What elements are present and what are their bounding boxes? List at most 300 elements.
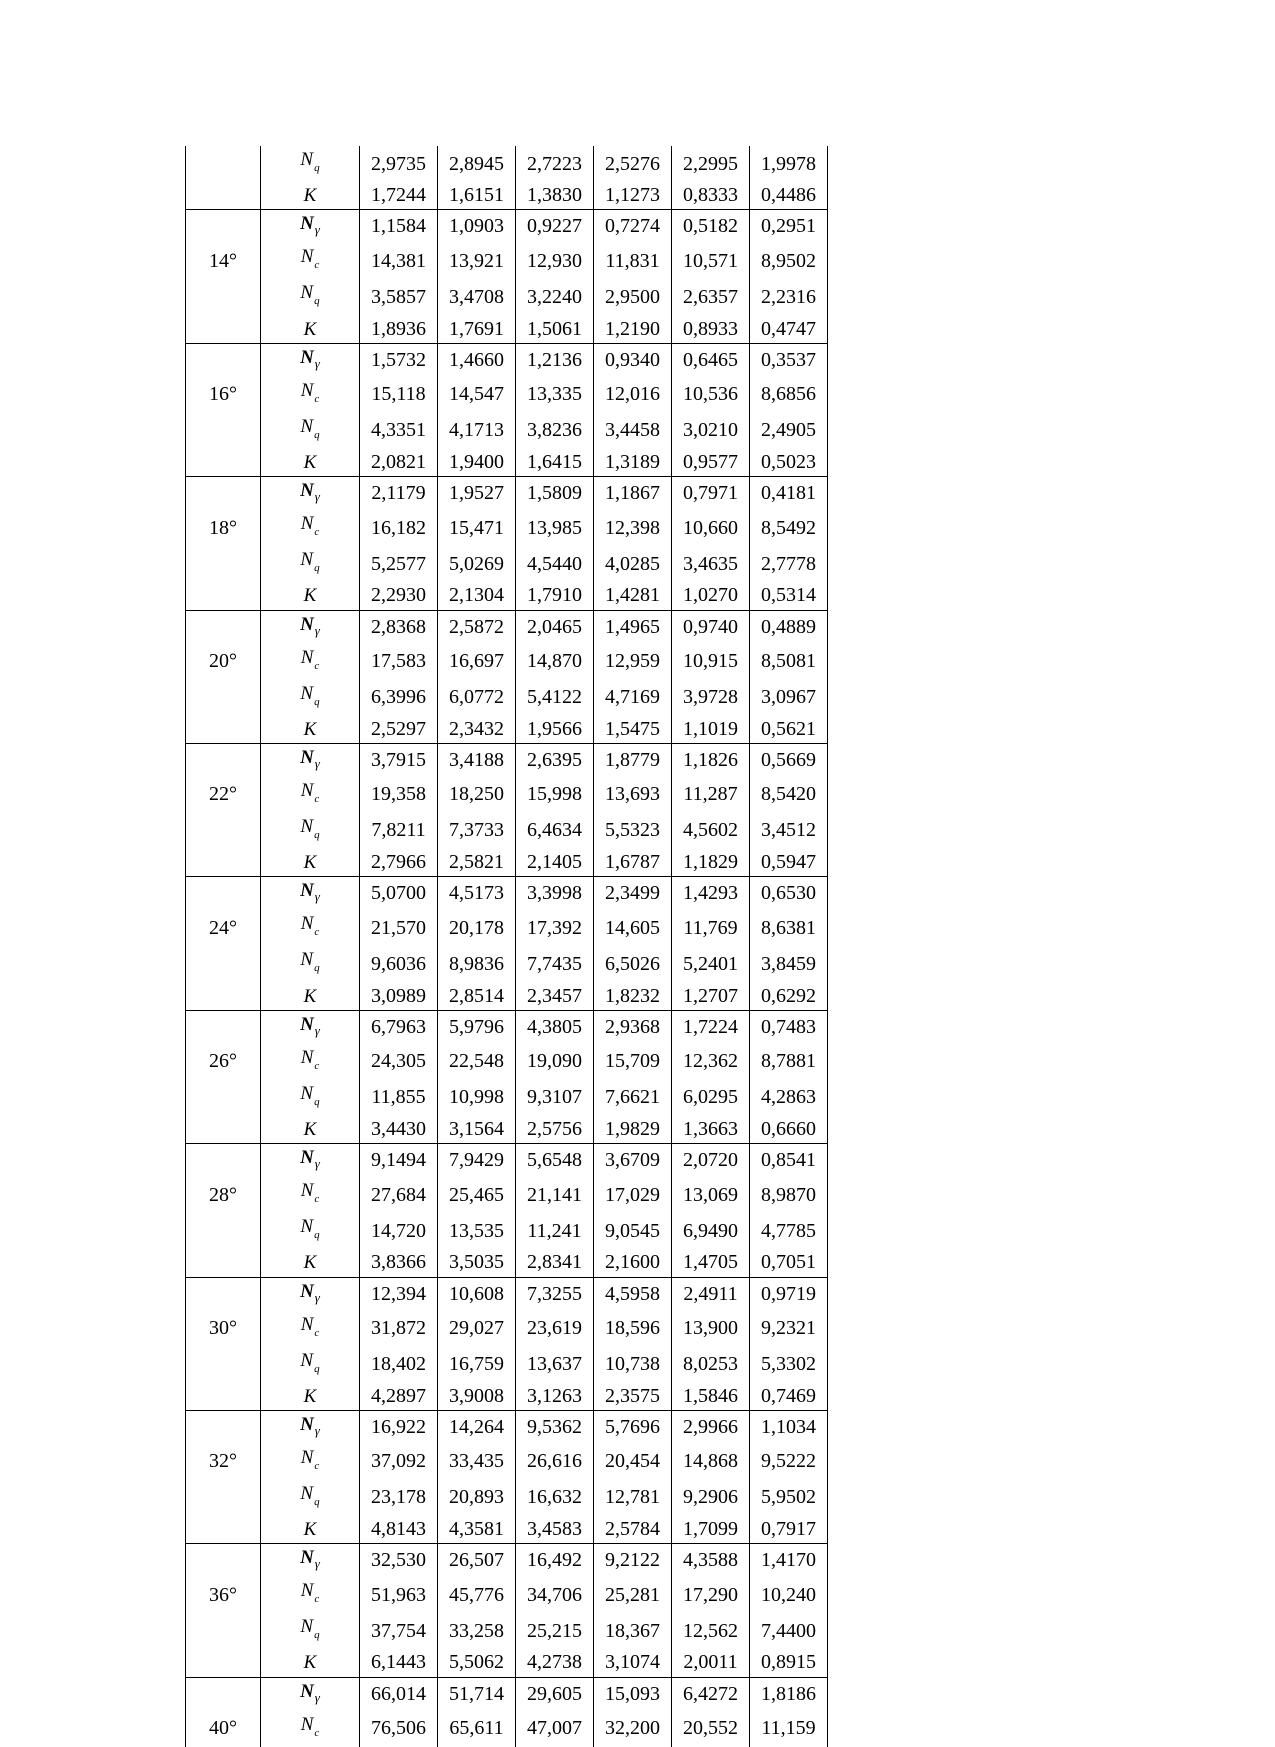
value-cell: 2,7223 (516, 146, 594, 182)
value-cell: 1,2136 (516, 343, 594, 377)
value-cell: 6,5026 (594, 946, 672, 982)
value-cell: 2,9368 (594, 1010, 672, 1044)
value-cell: 7,9429 (438, 1144, 516, 1178)
value-cell: 51,963 (360, 1577, 438, 1613)
value-cell: 2,9735 (360, 146, 438, 182)
value-cell: 0,5314 (750, 582, 828, 610)
value-cell: 16,922 (360, 1410, 438, 1444)
value-cell: 8,7881 (750, 1044, 828, 1080)
value-cell: 16,182 (360, 510, 438, 546)
value-cell: 6,0295 (672, 1080, 750, 1116)
value-cell: 14,264 (438, 1410, 516, 1444)
value-cell: 0,4889 (750, 610, 828, 644)
value-cell: 1,1034 (750, 1410, 828, 1444)
friction-angle-cell (186, 210, 261, 244)
friction-angle-cell: 16° (186, 377, 261, 413)
coefficient-symbol-cell (261, 1613, 360, 1649)
friction-angle-cell (186, 1116, 261, 1144)
value-cell: 8,5081 (750, 644, 828, 680)
value-cell: 1,4965 (594, 610, 672, 644)
value-cell: 4,3805 (516, 1010, 594, 1044)
coefficient-subscript: c (314, 1193, 320, 1206)
value-cell: 6,4272 (672, 1677, 750, 1711)
value-cell: 1,7244 (360, 182, 438, 210)
value-cell: 3,3998 (516, 877, 594, 911)
value-cell: 65,611 (438, 1711, 516, 1747)
coefficient-symbol-cell (261, 716, 360, 744)
value-cell: 3,7915 (360, 743, 438, 777)
value-cell: 13,921 (438, 243, 516, 279)
coefficient-subscript: q (314, 695, 320, 708)
value-cell: 9,5222 (750, 1444, 828, 1480)
value-cell: 2,1179 (360, 477, 438, 511)
value-cell: 26,616 (516, 1444, 594, 1480)
friction-angle-cell (186, 610, 261, 644)
value-cell: 12,016 (594, 377, 672, 413)
coefficient-symbol-cell (261, 1116, 360, 1144)
coefficient-subscript: c (314, 659, 320, 672)
table-row (186, 1444, 828, 1480)
table-row (186, 1480, 828, 1516)
coefficient-symbol: N (300, 880, 314, 902)
value-cell: 0,5621 (750, 716, 828, 744)
value-cell: 0,5669 (750, 743, 828, 777)
value-cell: 2,7778 (750, 546, 828, 582)
coefficient-subscript: γ (314, 222, 320, 238)
bearing-capacity-coefficient-table (185, 146, 828, 1747)
friction-angle-cell (186, 877, 261, 911)
value-cell: 13,069 (672, 1177, 750, 1213)
coefficient-subscript: γ (314, 1556, 320, 1572)
value-cell: 3,0967 (750, 680, 828, 716)
coefficient-symbol-cell (261, 1577, 360, 1613)
value-cell: 0,9577 (672, 449, 750, 477)
coefficient-subscript: q (314, 428, 320, 441)
coefficient-symbol-cell (261, 644, 360, 680)
friction-angle-cell: 14° (186, 243, 261, 279)
value-cell: 1,8232 (594, 982, 672, 1010)
value-cell: 3,4583 (516, 1516, 594, 1544)
value-cell: 2,2316 (750, 279, 828, 315)
value-cell: 6,0772 (438, 680, 516, 716)
value-cell: 1,7910 (516, 582, 594, 610)
value-cell: 1,4170 (750, 1544, 828, 1578)
coefficient-symbol: K (303, 718, 317, 740)
value-cell: 16,492 (516, 1544, 594, 1578)
value-cell: 0,8933 (672, 315, 750, 343)
value-cell: 4,8143 (360, 1516, 438, 1544)
coefficient-symbol: N (300, 1013, 314, 1035)
value-cell: 5,6548 (516, 1144, 594, 1178)
table-row (186, 849, 828, 877)
value-cell: 8,9502 (750, 243, 828, 279)
table-row (186, 279, 828, 315)
coefficient-symbol: K (303, 1652, 317, 1674)
value-cell: 18,596 (594, 1311, 672, 1347)
value-cell: 7,4400 (750, 1613, 828, 1649)
value-cell: 47,007 (516, 1711, 594, 1747)
value-cell: 21,570 (360, 910, 438, 946)
friction-angle-cell (186, 716, 261, 744)
value-cell: 17,583 (360, 644, 438, 680)
coefficient-symbol-cell (261, 546, 360, 582)
coefficient-symbol-cell (261, 377, 360, 413)
value-cell: 2,4911 (672, 1277, 750, 1311)
value-cell: 1,1584 (360, 210, 438, 244)
coefficient-symbol: N (300, 1413, 314, 1435)
value-cell: 14,605 (594, 910, 672, 946)
value-cell: 1,6415 (516, 449, 594, 477)
value-cell: 6,4634 (516, 813, 594, 849)
coefficient-symbol: N (300, 1547, 314, 1569)
coefficient-symbol-cell (261, 982, 360, 1010)
value-cell: 13,637 (516, 1347, 594, 1383)
coefficient-subscript: γ (314, 355, 320, 371)
coefficient-symbol-cell (261, 1649, 360, 1677)
table-row (186, 1613, 828, 1649)
value-cell: 2,3575 (594, 1383, 672, 1411)
coefficient-subscript: c (314, 1726, 320, 1739)
friction-angle-cell (186, 413, 261, 449)
value-cell: 17,290 (672, 1577, 750, 1613)
coefficient-symbol: N (300, 1713, 314, 1735)
coefficient-symbol: K (303, 985, 317, 1007)
value-cell: 9,2321 (750, 1311, 828, 1347)
value-cell: 17,392 (516, 910, 594, 946)
table-row (186, 413, 828, 449)
value-cell: 1,9527 (438, 477, 516, 511)
coefficient-symbol-cell (261, 1044, 360, 1080)
value-cell: 0,4486 (750, 182, 828, 210)
value-cell: 16,759 (438, 1347, 516, 1383)
value-cell: 11,831 (594, 243, 672, 279)
value-cell: 3,4708 (438, 279, 516, 315)
coefficient-symbol: K (303, 585, 317, 607)
table-row (186, 1677, 828, 1711)
value-cell: 5,2577 (360, 546, 438, 582)
coefficient-subscript: c (314, 792, 320, 805)
coefficient-symbol: N (300, 549, 314, 571)
friction-angle-cell (186, 1410, 261, 1444)
value-cell: 37,092 (360, 1444, 438, 1480)
table-row (186, 1577, 828, 1613)
value-cell: 10,608 (438, 1277, 516, 1311)
friction-angle-cell (186, 182, 261, 210)
value-cell: 10,998 (438, 1080, 516, 1116)
table-row (186, 1383, 828, 1411)
value-cell: 1,1273 (594, 182, 672, 210)
table-row (186, 182, 828, 210)
coefficient-symbol-cell (261, 1516, 360, 1544)
table-row (186, 777, 828, 813)
value-cell: 18,367 (594, 1613, 672, 1649)
value-cell: 2,2930 (360, 582, 438, 610)
value-cell: 0,7483 (750, 1010, 828, 1044)
friction-angle-cell (186, 1144, 261, 1178)
value-cell: 17,029 (594, 1177, 672, 1213)
coefficient-symbol: K (303, 451, 317, 473)
value-cell: 9,0545 (594, 1213, 672, 1249)
coefficient-symbol: N (300, 513, 314, 535)
value-cell: 2,8514 (438, 982, 516, 1010)
coefficient-subscript: c (314, 1059, 320, 1072)
value-cell: 3,4458 (594, 413, 672, 449)
value-cell: 8,9836 (438, 946, 516, 982)
table-row (186, 1044, 828, 1080)
value-cell: 4,2738 (516, 1649, 594, 1677)
coefficient-symbol: N (300, 1280, 314, 1302)
coefficient-symbol: N (300, 646, 314, 668)
value-cell: 13,985 (516, 510, 594, 546)
value-cell: 1,2707 (672, 982, 750, 1010)
value-cell: 10,240 (750, 1577, 828, 1613)
coefficient-symbol-cell (261, 877, 360, 911)
value-cell: 0,8915 (750, 1649, 828, 1677)
value-cell: 9,3107 (516, 1080, 594, 1116)
coefficient-symbol-cell (261, 1311, 360, 1347)
value-cell: 2,4905 (750, 413, 828, 449)
coefficient-subscript: q (314, 162, 320, 174)
coefficient-symbol: N (300, 149, 314, 170)
coefficient-subscript: γ (314, 889, 320, 905)
value-cell: 0,5947 (750, 849, 828, 877)
friction-angle-cell (186, 1010, 261, 1044)
table-row (186, 716, 828, 744)
friction-angle-cell (186, 1249, 261, 1277)
value-cell: 2,7966 (360, 849, 438, 877)
coefficient-symbol: N (300, 282, 314, 304)
coefficient-subscript: γ (314, 1156, 320, 1172)
value-cell: 20,552 (672, 1711, 750, 1747)
value-cell: 2,8945 (438, 146, 516, 182)
value-cell: 15,998 (516, 777, 594, 813)
table-row (186, 1010, 828, 1044)
value-cell: 2,8368 (360, 610, 438, 644)
value-cell: 3,5035 (438, 1249, 516, 1277)
coefficient-symbol-cell (261, 315, 360, 343)
coefficient-symbol-cell (261, 1249, 360, 1277)
value-cell: 3,5857 (360, 279, 438, 315)
coefficient-symbol: K (303, 1118, 317, 1140)
coefficient-symbol: N (300, 1580, 314, 1602)
coefficient-symbol-cell (261, 813, 360, 849)
value-cell: 10,571 (672, 243, 750, 279)
value-cell: 1,4293 (672, 877, 750, 911)
value-cell: 7,7435 (516, 946, 594, 982)
friction-angle-cell (186, 982, 261, 1010)
value-cell: 2,0011 (672, 1649, 750, 1677)
value-cell: 1,7691 (438, 315, 516, 343)
coefficient-symbol: N (300, 746, 314, 768)
table-row (186, 813, 828, 849)
value-cell: 20,178 (438, 910, 516, 946)
value-cell: 11,287 (672, 777, 750, 813)
table-row (186, 644, 828, 680)
coefficient-symbol: K (303, 852, 317, 874)
value-cell: 13,535 (438, 1213, 516, 1249)
value-cell: 0,4181 (750, 477, 828, 511)
table-row (186, 1649, 828, 1677)
value-cell: 0,5023 (750, 449, 828, 477)
coefficient-symbol-cell (261, 582, 360, 610)
value-cell: 15,118 (360, 377, 438, 413)
value-cell: 5,2401 (672, 946, 750, 982)
coefficient-symbol-cell (261, 477, 360, 511)
coefficient-symbol-cell (261, 743, 360, 777)
friction-angle-cell (186, 946, 261, 982)
value-cell: 5,4122 (516, 680, 594, 716)
value-cell: 29,605 (516, 1677, 594, 1711)
friction-angle-cell (186, 1383, 261, 1411)
value-cell: 27,684 (360, 1177, 438, 1213)
friction-angle-cell (186, 582, 261, 610)
friction-angle-cell: 24° (186, 910, 261, 946)
value-cell: 9,6036 (360, 946, 438, 982)
value-cell: 19,358 (360, 777, 438, 813)
coefficient-subscript: q (314, 1362, 320, 1375)
value-cell: 5,0269 (438, 546, 516, 582)
coefficient-symbol: N (300, 1349, 314, 1371)
friction-angle-cell (186, 1347, 261, 1383)
friction-angle-cell: 30° (186, 1311, 261, 1347)
value-cell: 5,3302 (750, 1347, 828, 1383)
table-row (186, 877, 828, 911)
table-row (186, 680, 828, 716)
value-cell: 12,562 (672, 1613, 750, 1649)
friction-angle-cell: 20° (186, 644, 261, 680)
coefficient-symbol: N (300, 415, 314, 437)
value-cell: 8,5492 (750, 510, 828, 546)
value-cell: 3,9728 (672, 680, 750, 716)
table-row (186, 946, 828, 982)
value-cell: 2,0465 (516, 610, 594, 644)
value-cell: 0,2951 (750, 210, 828, 244)
table-row (186, 910, 828, 946)
value-cell: 3,0989 (360, 982, 438, 1010)
value-cell: 33,258 (438, 1613, 516, 1649)
value-cell: 7,6621 (594, 1080, 672, 1116)
value-cell: 37,754 (360, 1613, 438, 1649)
value-cell: 4,2863 (750, 1080, 828, 1116)
value-cell: 1,4660 (438, 343, 516, 377)
value-cell: 0,3537 (750, 343, 828, 377)
value-cell: 12,398 (594, 510, 672, 546)
value-cell: 0,9740 (672, 610, 750, 644)
coefficient-symbol-cell (261, 1010, 360, 1044)
value-cell: 7,3733 (438, 813, 516, 849)
value-cell: 5,5062 (438, 1649, 516, 1677)
value-cell: 2,3457 (516, 982, 594, 1010)
table-row (186, 477, 828, 511)
friction-angle-cell (186, 743, 261, 777)
table-row (186, 1711, 828, 1747)
value-cell: 1,0903 (438, 210, 516, 244)
table-row (186, 1516, 828, 1544)
friction-angle-cell: 28° (186, 1177, 261, 1213)
coefficient-symbol: N (300, 949, 314, 971)
coefficient-symbol-cell (261, 210, 360, 244)
coefficient-symbol: K (303, 318, 317, 340)
value-cell: 31,872 (360, 1311, 438, 1347)
coefficient-subscript: c (314, 1593, 320, 1606)
friction-angle-cell (186, 1516, 261, 1544)
value-cell: 0,5182 (672, 210, 750, 244)
value-cell: 1,2190 (594, 315, 672, 343)
value-cell: 12,362 (672, 1044, 750, 1080)
value-cell: 9,1494 (360, 1144, 438, 1178)
table-row (186, 1410, 828, 1444)
table-row (186, 1177, 828, 1213)
value-cell: 1,3663 (672, 1116, 750, 1144)
value-cell: 9,2122 (594, 1544, 672, 1578)
value-cell: 25,465 (438, 1177, 516, 1213)
value-cell: 2,5821 (438, 849, 516, 877)
coefficient-subscript: q (314, 1495, 320, 1508)
coefficient-subscript: c (314, 1326, 320, 1339)
coefficient-symbol: N (300, 1313, 314, 1335)
value-cell: 8,6381 (750, 910, 828, 946)
coefficient-symbol: N (300, 1082, 314, 1104)
value-cell: 22,548 (438, 1044, 516, 1080)
coefficient-subscript: γ (314, 1022, 320, 1038)
value-cell: 1,3189 (594, 449, 672, 477)
table-row (186, 449, 828, 477)
value-cell: 3,0210 (672, 413, 750, 449)
value-cell: 3,8366 (360, 1249, 438, 1277)
value-cell: 19,090 (516, 1044, 594, 1080)
value-cell: 1,0270 (672, 582, 750, 610)
value-cell: 8,5420 (750, 777, 828, 813)
coefficient-symbol: K (303, 185, 317, 207)
coefficient-symbol-cell (261, 279, 360, 315)
value-cell: 2,0720 (672, 1144, 750, 1178)
coefficient-table-page (185, 146, 828, 1747)
value-cell: 2,5297 (360, 716, 438, 744)
coefficient-symbol: N (300, 346, 314, 368)
coefficient-subscript: γ (314, 755, 320, 771)
value-cell: 8,6856 (750, 377, 828, 413)
value-cell: 33,435 (438, 1444, 516, 1480)
value-cell: 8,0253 (672, 1347, 750, 1383)
coefficient-symbol-cell (261, 849, 360, 877)
friction-angle-cell (186, 1277, 261, 1311)
coefficient-symbol: N (300, 1680, 314, 1702)
coefficient-symbol: N (300, 1046, 314, 1068)
coefficient-symbol-cell (261, 1213, 360, 1249)
friction-angle-cell (186, 1480, 261, 1516)
coefficient-symbol: N (300, 1216, 314, 1238)
coefficient-symbol: N (300, 913, 314, 935)
friction-angle-cell: 22° (186, 777, 261, 813)
value-cell: 3,4512 (750, 813, 828, 849)
value-cell: 1,5809 (516, 477, 594, 511)
value-cell: 15,093 (594, 1677, 672, 1711)
value-cell: 1,3830 (516, 182, 594, 210)
value-cell: 1,9829 (594, 1116, 672, 1144)
value-cell: 3,6709 (594, 1144, 672, 1178)
coefficient-symbol-cell (261, 1410, 360, 1444)
value-cell: 3,4635 (672, 546, 750, 582)
value-cell: 7,3255 (516, 1277, 594, 1311)
value-cell: 3,1263 (516, 1383, 594, 1411)
value-cell: 2,3432 (438, 716, 516, 744)
friction-angle-cell: 32° (186, 1444, 261, 1480)
value-cell: 15,471 (438, 510, 516, 546)
coefficient-symbol-cell (261, 413, 360, 449)
value-cell: 5,9502 (750, 1480, 828, 1516)
table-row (186, 1116, 828, 1144)
value-cell: 14,547 (438, 377, 516, 413)
